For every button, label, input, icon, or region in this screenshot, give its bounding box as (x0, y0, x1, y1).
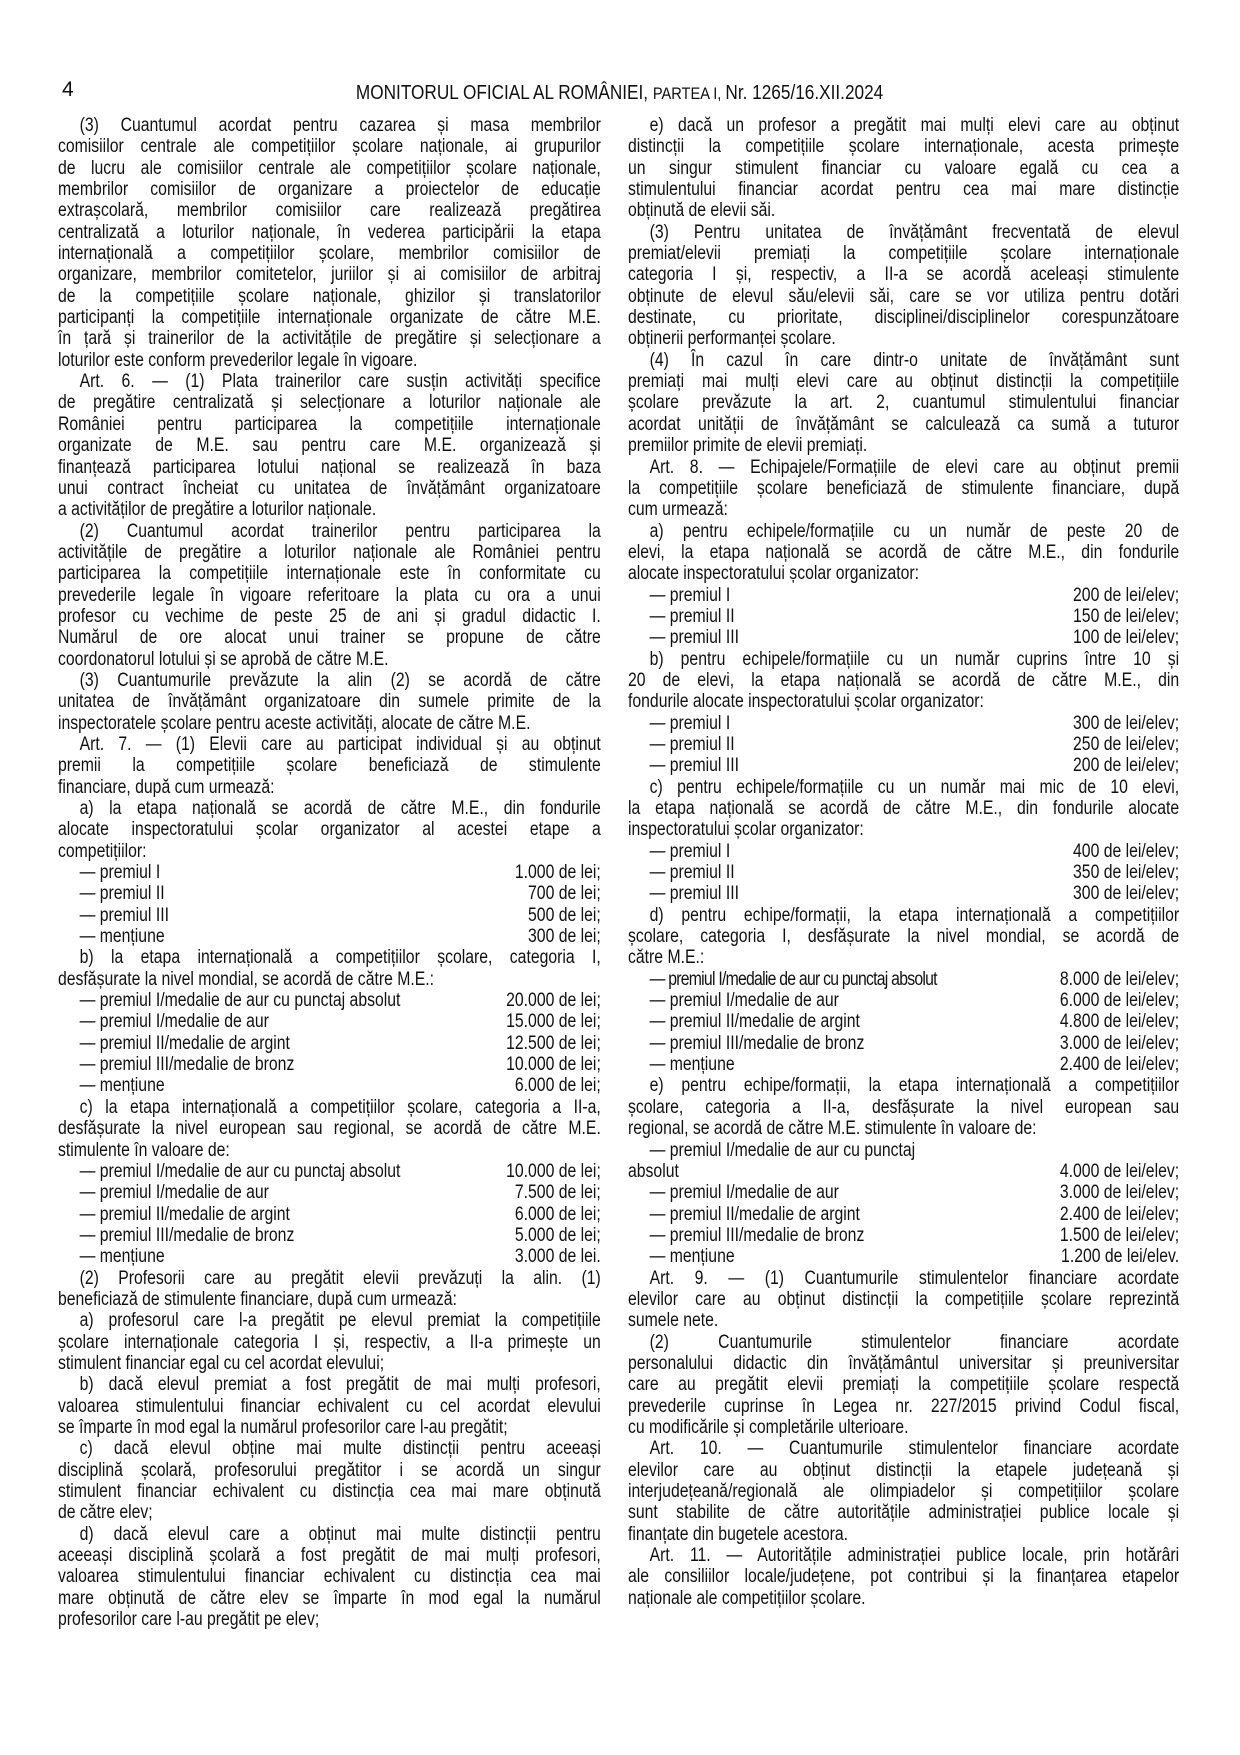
text-line: c) pentru echipele/formațiile cu un număr mai mic de 10 elevi, (649, 776, 1180, 798)
text-line: coordonatorul lotului și se aprobă de către M.E. (58, 648, 389, 670)
text-line: cu modificările și completările ulterioare. (628, 1416, 909, 1438)
amount-row (58, 1075, 601, 1096)
prize-label: — premiul II/medalie de argint (649, 1203, 860, 1225)
text-line: (3) Cuantumul acordat pentru cazarea și masa membrilor (79, 115, 601, 136)
text-line: la competițiile școlare beneficiază de stimulente financiare, după (628, 477, 1180, 499)
prize-label: — premiul III/medalie de bronz (649, 1032, 865, 1054)
amount-row (628, 606, 1179, 627)
text-line: personalului didactic din învățământul universitar și preuniversitar (628, 1352, 1180, 1374)
prize-amount: 1.500 de lei/elev; (1059, 1224, 1180, 1246)
text-line: organizate de M.E. sau pentru care M.E. organizează și (58, 435, 601, 457)
paragraph (58, 1310, 601, 1374)
amount-row (628, 713, 1179, 734)
prize-amount: 300 de lei/elev; (1073, 883, 1180, 905)
text-line: ale consiliilor locale/județene, pot contribui și la finanțarea etapelor (628, 1566, 1180, 1588)
text-line: fondurile alocate inspectoratului școlar organizator: (628, 691, 984, 713)
paragraph (58, 115, 601, 371)
text-line: desfășurate la nivel mondial, se acordă de către M.E.: (58, 968, 435, 990)
prize-label: — premiul I (649, 584, 731, 606)
paragraph (628, 115, 1179, 222)
text-line: sumele nete. (628, 1310, 719, 1332)
prize-amount: 2.400 de lei/elev; (1059, 1054, 1180, 1076)
amount-row (628, 755, 1179, 776)
text-line: a) la etapa națională se acordă de către M.E., din fondurile (79, 798, 601, 819)
prize-label: — premiul III (649, 883, 739, 905)
prize-label: — premiul I (649, 712, 731, 734)
amount-row (628, 969, 1179, 990)
prize-amount: 150 de lei/elev; (1073, 605, 1180, 627)
amount-row (628, 627, 1179, 648)
text-line: de pregătire centralizată și selecționare a loturilor naționale ale (58, 392, 601, 414)
text-line: disciplină școlară, profesorului pregătitor i se acordă un singur (58, 1459, 601, 1481)
amount-row (58, 926, 601, 947)
paragraph (58, 371, 601, 520)
text-line: se împarte în mod egal la numărul profesorilor care l-au pregătit; (58, 1416, 508, 1438)
paragraph (628, 905, 1179, 969)
text-line: (3) Cuantumurile prevăzute la alin (2) se acordă de către (79, 669, 601, 691)
prize-amount: 250 de lei/elev; (1073, 733, 1180, 755)
paragraph (628, 777, 1179, 841)
text-line: competițiilor: (58, 840, 147, 862)
amount-row (58, 1011, 601, 1032)
prize-amount: 6.000 de lei; (514, 1075, 601, 1097)
text-line: școlare, categoria a II-a, desfășurate la nivel european sau (628, 1096, 1180, 1118)
prize-label: — premiul I/medalie de aur (649, 1182, 839, 1204)
prize-amount: 20.000 de lei; (506, 990, 601, 1012)
prize-label: — premiul II/medalie de argint (649, 1011, 860, 1033)
prize-amount: 500 de lei; (528, 904, 601, 926)
paragraph (58, 798, 601, 862)
amount-row (628, 990, 1179, 1011)
text-line: în țară și trainerilor de la activitățile de pregătire și selecționare a (58, 328, 601, 350)
header-title (356, 82, 883, 105)
text-line: Art. 7. — (1) Elevii care au participat individual și au obținut (79, 733, 601, 755)
text-line: c) dacă elevul obține mai multe distincții pentru aceeași (79, 1438, 601, 1460)
prize-label: absolut (628, 1160, 679, 1182)
prize-amount: 7.500 de lei; (514, 1182, 601, 1204)
prize-label: — premiul I/medalie de aur (649, 990, 839, 1012)
amount-row (628, 1225, 1179, 1246)
text-line: 20 de elevi, la etapa națională se acordă de către M.E., din (628, 669, 1180, 691)
right-column (628, 115, 1179, 1609)
prize-label: — premiul I (649, 840, 731, 862)
text-line: elevi, la etapa națională se acordă de către M.E., din fondurile (628, 541, 1180, 563)
prize-label: — premiul III/medalie de bronz (649, 1224, 865, 1246)
prize-label: — premiul II/medalie de argint (79, 1203, 290, 1225)
prize-amount: 4.000 de lei/elev; (1059, 1160, 1180, 1182)
prize-label: — mențiune (649, 1054, 735, 1076)
paragraph (58, 1268, 601, 1311)
prize-label: — premiul I/medalie de aur cu punctaj (649, 1139, 916, 1161)
text-line: profesorilor care l-au pregătit pe elev; (58, 1609, 320, 1631)
text-line: stimulent financiar egal cu cel acordat elevului; (58, 1352, 385, 1374)
header-issue: Nr. 1265/16.XII.2024 (725, 82, 884, 104)
text-line: de la competițiile școlare naționale, ghizilor și translatorilor (58, 285, 601, 307)
text-line: obținute de elevul său/elevii săi, care se vor utiliza pentru dotări (628, 285, 1180, 307)
prize-label: — premiul I/medalie de aur cu punctaj absolut (79, 990, 401, 1012)
text-line: premiilor primite de elevii premiați. (628, 435, 868, 457)
text-line: de către elev; (58, 1502, 153, 1524)
text-line: extrașcolară, membrilor comisiilor care realizează pregătirea (58, 200, 601, 222)
amount-row (58, 905, 601, 926)
amount-row (58, 1054, 601, 1075)
text-line: aceeași disciplină școlară a fost pregătit de mai mulți profesori, (58, 1545, 601, 1567)
text-line: către M.E.: (628, 947, 705, 969)
text-line: (2) Profesorii care au pregătit elevii prevăzuți la alin. (1) (79, 1267, 601, 1289)
prize-amount: 2.400 de lei/elev; (1059, 1203, 1180, 1225)
text-line: cum urmează: (628, 499, 728, 521)
text-line: României pentru participarea la competițiile internaționale (58, 413, 601, 435)
paragraph (58, 670, 601, 734)
text-line: profesor cu vechime de peste 25 de ani și gradul didactic I. (58, 605, 601, 627)
text-line: la etapa națională se acordă de către M.E., din fondurile alocate (628, 798, 1180, 819)
text-line: b) pentru echipele/formațiile cu un număr cuprins între 10 și (649, 648, 1180, 670)
prize-label: — premiul I/medalie de aur (79, 1011, 269, 1033)
paragraph (628, 1075, 1179, 1139)
text-line: destinate, cu prioritate, disciplinei/disciplinelor corespunzătoare (628, 307, 1180, 329)
text-line: obținută de elevii săi. (628, 200, 776, 222)
text-line: elevilor care au obținut distincții la etapele județeană și (628, 1459, 1180, 1481)
paragraph (58, 1524, 601, 1631)
amount-row (58, 990, 601, 1011)
text-line: d) pentru echipe/formații, la etapa internațională a competițiilor (649, 904, 1180, 926)
amount-row (58, 1161, 601, 1182)
prize-label: — premiul I/medalie de aur (79, 1182, 269, 1204)
amount-row (58, 1246, 601, 1267)
text-line: beneficiază de stimulente financiare, după cum urmează: (58, 1288, 457, 1310)
amount-row (628, 1033, 1179, 1054)
prize-label: — premiul I/medalie de aur cu punctaj absolut (649, 968, 937, 990)
text-line: (3) Pentru unitatea de învățământ frecventată de elevul (649, 221, 1180, 243)
text-line: a) profesorul care l-a pregătit pe elevul premiat la competițiile (79, 1310, 601, 1332)
text-line: distincții la competițiile școlare internaționale, acesta primește (628, 136, 1180, 158)
text-line: alocate inspectoratului școlar organizator: (628, 563, 920, 585)
prize-amount: 200 de lei/elev; (1073, 755, 1180, 777)
prize-amount: 100 de lei/elev; (1073, 627, 1180, 649)
text-line: obținerii performanței școlare. (628, 328, 836, 350)
text-line: care au pregătit elevii premiați la competițiile școlare respectă (628, 1374, 1180, 1396)
text-line: inspectoratului școlar organizator: (628, 819, 864, 841)
text-line: Art. 10. — Cuantumurile stimulentelor financiare acordate (649, 1438, 1180, 1460)
paragraph (58, 521, 601, 670)
text-line: (4) În cazul în care dintr-o unitate de învățământ sunt (649, 349, 1180, 371)
text-line: stimulente în valoare de: (58, 1139, 230, 1161)
text-line: de lucru ale comisiilor centrale ale competițiilor școlare naționale, (58, 157, 601, 179)
prize-amount: 10.000 de lei; (506, 1160, 601, 1182)
amount-row (628, 1140, 1179, 1161)
text-line: școlare, categoria I, desfășurate la nivel mondial, se acordă de (628, 926, 1180, 948)
paragraph (628, 1545, 1179, 1609)
text-line: b) dacă elevul premiat a fost pregătit de mai mulți profesori, (79, 1374, 601, 1396)
text-line: Art. 9. — (1) Cuantumurile stimulentelor financiare acordate (649, 1267, 1180, 1289)
text-line: internațională a competițiilor școlare, membrilor comisiilor de (58, 243, 601, 265)
prize-label: — mențiune (79, 926, 165, 948)
amount-row (58, 1182, 601, 1203)
prize-label: — premiul I (79, 862, 161, 884)
amount-row (58, 1204, 601, 1225)
text-line: un singur stimulent financiar cu valoare egală cu cea a (628, 157, 1180, 179)
header-part: PARTEA I, (653, 84, 726, 103)
text-line: valoarea stimulentului financiar echivalent cu distincția cea mai (58, 1566, 601, 1588)
text-line: participanți la competițiile internaționale organizate de către M.E. (58, 307, 601, 329)
text-line: premii la competițiile școlare beneficiază de stimulente (58, 755, 601, 777)
prize-label: — premiul I/medalie de aur cu punctaj absolut (79, 1160, 401, 1182)
paragraph (58, 947, 601, 990)
prize-amount: 5.000 de lei; (514, 1224, 601, 1246)
prize-label: — mențiune (79, 1075, 165, 1097)
text-line: regional, se acordă de către M.E. stimulente în valoare de: (628, 1118, 1037, 1140)
text-line: alocate inspectoratului școlar organizator al acestei etape a (58, 819, 601, 841)
header-publication: MONITORUL OFICIAL AL ROMÂNIEI, (356, 82, 654, 104)
text-line: activitățile de pregătire a loturilor naționale ale României pentru (58, 541, 601, 563)
text-line: elevilor care au obținut distincții la competițiile școlare reprezintă (628, 1288, 1180, 1310)
amount-row (628, 1204, 1179, 1225)
prize-amount: 6.000 de lei; (514, 1203, 601, 1225)
text-line: comisiilor centrale ale competițiilor școlare naționale, ai grupurilor (58, 136, 601, 158)
prize-amount: 15.000 de lei; (506, 1011, 601, 1033)
text-line: organizare, membrilor comitetelor, juriilor și ai comisiilor de arbitraj (58, 264, 601, 286)
amount-row (58, 1033, 601, 1054)
prize-label: — premiul III/medalie de bronz (79, 1054, 295, 1076)
text-line: valoarea stimulentului financiar echivalent cu cel acordat elevului (58, 1395, 601, 1417)
text-line: Art. 8. — Echipajele/Formațiile de elevi care au obținut premii (649, 456, 1180, 478)
prize-amount: 10.000 de lei; (506, 1054, 601, 1076)
amount-row (628, 1011, 1179, 1032)
prize-label: — premiul II (649, 605, 735, 627)
text-line: loturilor este conform prevederilor legale în vigoare. (58, 349, 418, 371)
text-line: (2) Cuantumurile stimulentelor financiare acordate (649, 1331, 1180, 1353)
prize-amount: 300 de lei; (528, 926, 601, 948)
prize-amount: 400 de lei/elev; (1073, 840, 1180, 862)
amount-row (628, 1161, 1179, 1182)
text-line: centralizată a loturilor naționale, în vederea participării la etapa (58, 221, 601, 243)
paragraph (58, 1374, 601, 1438)
prize-amount: 300 de lei/elev; (1073, 712, 1180, 734)
text-line: stimulentului financiar acordat pentru cea mai mare distincție (628, 179, 1180, 201)
amount-row (628, 1054, 1179, 1075)
text-line: finanțate din bugetele acestora. (628, 1523, 849, 1545)
text-line: (2) Cuantumul acordat trainerilor pentru participarea la (79, 520, 601, 542)
page-number: 4 (62, 78, 74, 101)
left-column (58, 115, 601, 1630)
text-line: acordat unității de învățământ se calculează ca sumă a tuturor (628, 413, 1180, 435)
text-line: premiat/elevii premiați la competițiile școlare internaționale (628, 243, 1180, 265)
prize-label: — premiul II (649, 733, 735, 755)
paragraph (628, 1268, 1179, 1332)
prize-amount: 12.500 de lei; (506, 1032, 601, 1054)
prize-amount: 350 de lei/elev; (1073, 862, 1180, 884)
paragraph (628, 1332, 1179, 1439)
prize-label: — mențiune (79, 1246, 165, 1268)
text-line: interjudețeană/regională ale olimpiadelor și competițiilor școlare (628, 1481, 1180, 1502)
text-line: prevederile cuprinse în Legea nr. 227/2015 privind Codul fiscal, (628, 1395, 1180, 1417)
text-line: școlare internaționale categoria I și, respectiv, a II-a primește un (58, 1331, 601, 1353)
paragraph (628, 521, 1179, 585)
text-line: Art. 6. — (1) Plata trainerilor care susțin activități specifice (79, 371, 601, 393)
prize-label: — premiul II/medalie de argint (79, 1032, 290, 1054)
paragraph (628, 1438, 1179, 1545)
prize-label: — premiul III (649, 627, 739, 649)
text-line: naționale ale competițiilor școlare. (628, 1587, 866, 1609)
text-line: premiați mai mulți elevi care au obținut distincții la competițiile (628, 371, 1180, 393)
text-line: d) dacă elevul care a obținut mai multe distincții pentru (79, 1523, 601, 1545)
amount-row (628, 585, 1179, 606)
paragraph (58, 1097, 601, 1161)
paragraph (58, 1438, 601, 1523)
text-line: Art. 11. — Autoritățile administrației publice locale, prin hotărâri (649, 1545, 1180, 1567)
text-line: categoria I și, respectiv, a II-a se acordă aceleași stimulente (628, 264, 1180, 286)
amount-row (58, 883, 601, 904)
amount-row (628, 883, 1179, 904)
paragraph (628, 649, 1179, 713)
text-line: b) la etapa internațională a competițiilor școlare, categoria I, (79, 947, 601, 969)
paragraph (628, 350, 1179, 457)
text-line: financiare, după cum urmează: (58, 776, 275, 798)
text-line: membrilor comisiilor de organizare a proiectelor de educație (58, 179, 601, 201)
text-line: Numărul de ore alocat unui trainer se propune de către (58, 627, 601, 649)
amount-row (628, 841, 1179, 862)
text-line: a) pentru echipele/formațiile cu un număr de peste 20 de (649, 520, 1180, 542)
amount-row (628, 734, 1179, 755)
amount-row (628, 1246, 1179, 1267)
prize-label: — premiul III/medalie de bronz (79, 1224, 295, 1246)
text-line: e) dacă un profesor a pregătit mai mulți elevi care au obținut (649, 115, 1180, 136)
text-line: inspectoratele școlare pentru aceste activități, alocate de către M.E. (58, 712, 531, 734)
paragraph (628, 457, 1179, 521)
prize-amount: 4.800 de lei/elev; (1059, 1011, 1180, 1033)
prize-label: — premiul II (649, 862, 735, 884)
text-line: c) la etapa internațională a competițiilor școlare, categoria a II-a, (79, 1096, 601, 1118)
prize-label: — mențiune (649, 1246, 735, 1268)
text-line: participarea la competițiile internaționale este în conformitate cu (58, 563, 601, 585)
text-line: școlare prevăzute la art. 2, cuantumul stimulentului financiar (628, 392, 1180, 414)
prize-amount: 200 de lei/elev; (1073, 584, 1180, 606)
text-line: finanțează participarea lotului național se realizează în baza (58, 456, 601, 478)
text-line: sunt stabilite de către autoritățile administrației publice locale și (628, 1502, 1180, 1524)
paragraph (628, 222, 1179, 350)
text-line: e) pentru echipe/formații, la etapa internațională a competițiilor (649, 1075, 1180, 1097)
prize-amount: 3.000 de lei. (514, 1246, 601, 1268)
prize-amount: 8.000 de lei/elev; (1059, 968, 1180, 990)
amount-row (58, 862, 601, 883)
prize-amount: 1.000 de lei; (514, 862, 601, 884)
amount-row (628, 1182, 1179, 1203)
text-line: stimulent financiar echivalent cu distincția cea mai mare obținută (58, 1481, 601, 1502)
prize-amount: 6.000 de lei/elev; (1059, 990, 1180, 1012)
text-line: unui contract încheiat cu unitatea de învățământ organizatoare (58, 477, 601, 499)
paragraph (58, 734, 601, 798)
text-line: a activităților de pregătire a loturilor naționale. (58, 499, 377, 521)
prize-amount: 3.000 de lei/elev; (1059, 1032, 1180, 1054)
text-line: prevederile legale în vigoare referitoare la plata cu ora a unui (58, 584, 601, 606)
prize-amount: 700 de lei; (528, 883, 601, 905)
amount-row (628, 862, 1179, 883)
page-header (0, 82, 1240, 105)
prize-label: — premiul III (649, 755, 739, 777)
text-line: unitatea de învățământ organizatoare din sumele primite de la (58, 691, 601, 713)
prize-amount: 1.200 de lei/elev. (1061, 1246, 1180, 1268)
amount-row (58, 1225, 601, 1246)
text-line: mare obținută de către elev se împarte în mod egal la numărul (58, 1587, 601, 1609)
text-line: desfășurate la nivel european sau regional, se acordă de către M.E. (58, 1118, 601, 1140)
prize-label: — premiul II (79, 883, 165, 905)
prize-amount: 3.000 de lei/elev; (1059, 1182, 1180, 1204)
prize-label: — premiul III (79, 904, 169, 926)
